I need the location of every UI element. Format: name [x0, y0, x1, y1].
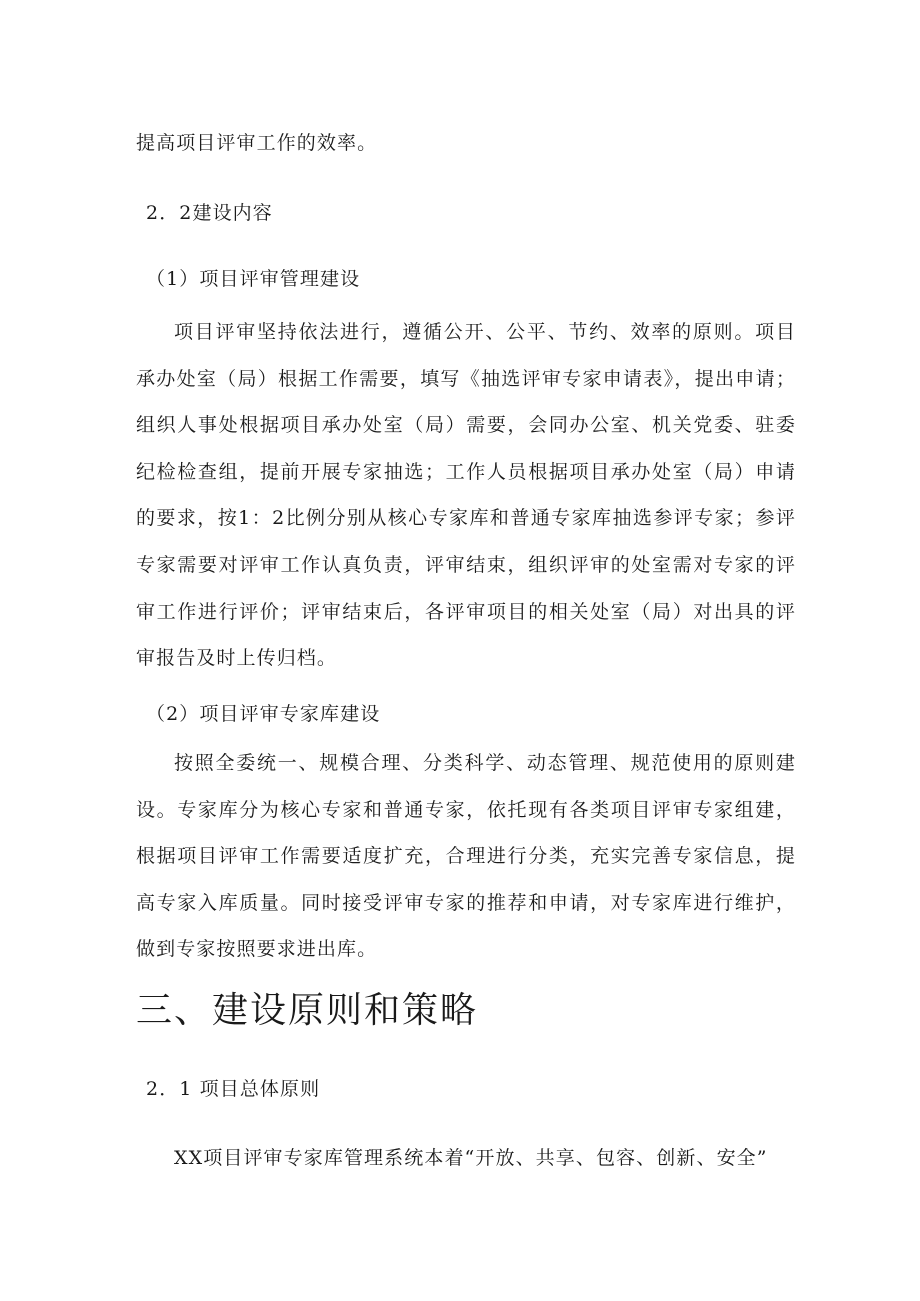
- chapter-title: 三、建设原则和策略: [136, 990, 479, 1031]
- section-heading-2-2: 2．2建设内容: [146, 202, 273, 224]
- paragraph-review-management: 项目评审坚持依法进行，遵循公开、公平、节约、效率的原则。项目承办处室（局）根据工作需要，填写《抽选评审专家申请表》，提出申请；组织人事处根据项目承办处室（局）需要，会同办公室、机关党委、驻委纪检检查组，提前开展专家抽选；工作人员根据项目承办处室（局）申请的要求，按1：2比例分别从核心专家库和普通专家库抽选参评专家；参评专家需要对评审工作认真负责，评审结束，组织评审的处室需对专家的评审工作进行评价；评审结束后，各评审项目的相关处室（局）对出具的评审报告及时上传归档。: [136, 321, 796, 670]
- paragraph-overall-principle: XX项目评审专家库管理系统本着“开放、共享、包容、创新、安全”: [174, 1147, 768, 1169]
- paragraph-expert-library: 按照全委统一、规模合理、分类科学、动态管理、规范使用的原则建设。专家库分为核心专家和普通专家，依托现有各类项目评审专家组建，根据项目评审工作需要适度扩充，合理进行分类，充实完善专家信息，提高专家入库质量。同时接受评审专家的推荐和申请，对专家库进行维护，做到专家按照要求进出库。: [136, 752, 796, 961]
- intro-line: 提高项目评审工作的效率。: [136, 132, 378, 154]
- section-heading-2-1: 2．1 项目总体原则: [146, 1078, 321, 1100]
- subheading-expert-library: （2）项目评审专家库建设: [146, 703, 381, 725]
- subheading-review-management: （1）项目评审管理建设: [146, 268, 361, 290]
